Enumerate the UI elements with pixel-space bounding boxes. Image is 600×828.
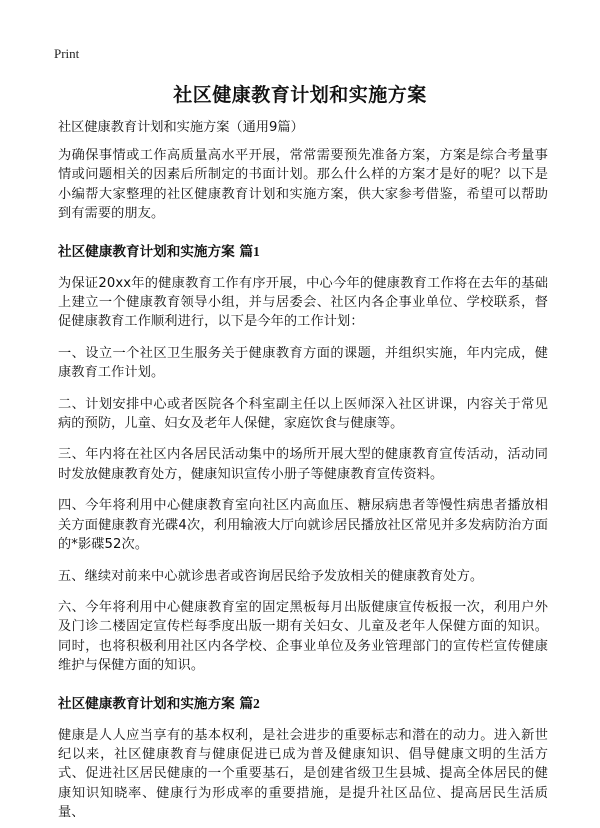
section-paragraph: 六、今年将利用中心健康教育室的固定黑板每月出版健康宣传板报一次，利用户外及门诊二楼固定宣传栏每季度出版一期有关妇女、儿童及老年人保健方面的知识。同时，也将积极利用社区内各学校、企事业单位及务业管理部门的宣传栏宣传健康维护与保健方面的知识。 bbox=[58, 599, 548, 674]
section-heading-text: 社区健康教育计划和实施方案 篇 bbox=[58, 695, 254, 712]
section-paragraph: 为保证20xx年的健康教育工作有序开展，中心今年的健康教育工作将在去年的基础上建立一个健康教育领导小组，并与居委会、社区内各企事业单位、学校联系，督促健康教育工作顺利进行，以下是今年的工作计划： bbox=[58, 275, 548, 330]
document-subtitle: 社区健康教育计划和实施方案（通用9篇） bbox=[58, 120, 304, 135]
section-paragraph: 三、年内将在社区内各居民活动集中的场所开展大型的健康教育宣传活动，活动同时发放健康教育处方，健康知识宣传小册子等健康教育宣传资料。 bbox=[58, 447, 548, 482]
section-heading bbox=[58, 694, 548, 714]
section-heading-number: 2 bbox=[253, 695, 260, 711]
section-paragraph: 四、今年将利用中心健康教育室向社区内高血压、糖尿病患者等慢性病患者播放相关方面健康教育光碟4次，利用输液大厅向就诊居民播放社区常见并多发病防治方面的*影碟52次。 bbox=[58, 498, 548, 553]
section-paragraph: 五、继续对前来中心就诊患者或咨询居民给予发放相关的健康教育处方。 bbox=[58, 568, 484, 584]
intro-paragraph: 为确保事情或工作高质量高水平开展，常常需要预先准备方案，方案是综合考量事情或问题相关的因素后所制定的书面计划。那么什么样的方案才是好的呢？以下是小编帮大家整理的社区健康教育计划和实施方案，供大家参考借鉴，希望可以帮助到有需要的朋友。 bbox=[58, 148, 548, 222]
document-body bbox=[58, 118, 548, 828]
section-heading-text: 社区健康教育计划和实施方案 篇 bbox=[58, 243, 254, 260]
section-heading-number: 1 bbox=[253, 243, 260, 259]
section-paragraph: 一、设立一个社区卫生服务关于健康教育方面的课题，并组织实施，年内完成，健康教育工作计划。 bbox=[58, 345, 548, 381]
section-heading bbox=[58, 242, 548, 262]
document-title: 社区健康教育计划和实施方案 bbox=[173, 84, 427, 106]
print-link[interactable]: Print bbox=[54, 46, 80, 61]
section-paragraph: 健康是人人应当享有的基本权利，是社会进步的重要标志和潜在的动力。进入新世纪以来，社区健康教育与健康促进已成为普及健康知识、倡导健康文明的生活方式、促进社区居民健康的一个重要基石，是创建省级卫生县城、提高全体居民的健康知识知晓率、健康行为形成率的重要措施，是提升社区品位、提高居民生活质量、 bbox=[58, 727, 548, 821]
section-paragraph: 二、计划安排中心或者医院各个科室副主任以上医师深入社区讲课，内容关于常见病的预防，儿童、妇女及老年人保健，家庭饮食与健康等。 bbox=[58, 396, 548, 432]
